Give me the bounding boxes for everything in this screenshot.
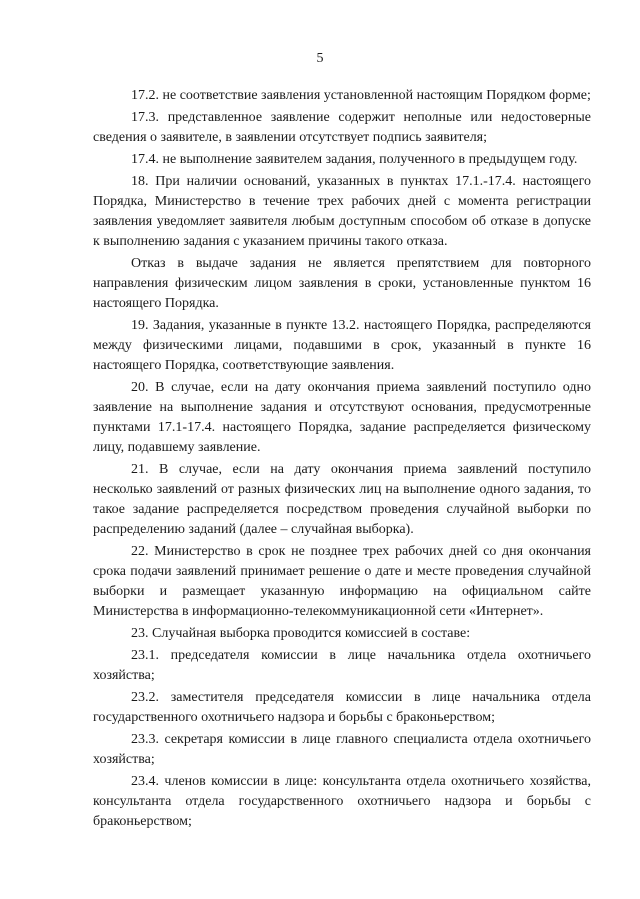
paragraph-17-2: 17.2. не соответствие заявления установленной настоящим Порядком форме; (131, 88, 591, 103)
paragraph-22: 22. Министерство в срок не позднее трех рабочих дней со дня окончания срока подачи заявлений принимает решение о дате и месте проведения случайной выборки и размещает указанную информацию на официальном сайте Министерства в информационно-телекоммуникационной сети «Интернет». (93, 544, 591, 619)
page-number: 5 (316, 51, 324, 66)
paragraph-17-3: 17.3. представленное заявление содержит неполные или недостоверные сведения о заявителе, в заявлении отсутствует подпись заявителя; (93, 110, 591, 145)
paragraph-23-1: 23.1. председателя комиссии в лице начальника отдела охотничьего хозяйства; (93, 648, 591, 683)
paragraph-23: 23. Случайная выборка проводится комиссией в составе: (131, 626, 471, 641)
paragraph-23-3: 23.3. секретаря комиссии в лице главного специалиста отдела охотничьего хозяйства; (93, 732, 591, 767)
document-body (93, 86, 591, 834)
paragraph-17-4: 17.4. не выполнение заявителем задания, полученного в предыдущем году. (131, 152, 578, 167)
paragraph-20: 20. В случае, если на дату окончания приема заявлений поступило одно заявление на выполнение задания и отсутствуют основания, предусмотренные пунктами 17.1-17.4. настоящего Порядка, задание распределяется физическому лицу, подавшему заявление. (93, 380, 591, 455)
paragraph-18: 18. При наличии оснований, указанных в пунктах 17.1.-17.4. настоящего Порядка, Министерство в течение трех рабочих дней с момента регистрации заявления уведомляет заявителя любым доступным способом об отказе в допуске к выполнению задания с указанием причины такого отказа. (93, 174, 591, 249)
paragraph-23-2: 23.2. заместителя председателя комиссии в лице начальника отдела государственного охотничьего надзора и борьбы с браконьерством; (93, 690, 591, 725)
paragraph-21: 21. В случае, если на дату окончания приема заявлений поступило несколько заявлений от разных физических лиц на выполнение одного задания, то такое задание распределяется посредством проведения случайной выборки по распределению заданий (далее – случайная выборка). (93, 462, 591, 537)
paragraph-19: 19. Задания, указанные в пункте 13.2. настоящего Порядка, распределяются между физическими лицами, подавшими в срок, указанный в пункте 16 настоящего Порядка, соответствующие заявления. (93, 318, 591, 373)
paragraph-18-refusal: Отказ в выдаче задания не является препятствием для повторного направления физическим лицом заявления в сроки, установленные пунктом 16 настоящего Порядка. (93, 256, 591, 311)
paragraph-23-4: 23.4. членов комиссии в лице: консультанта отдела охотничьего хозяйства, консультанта отдела государственного охотничьего надзора и борьбы с браконьерством; (93, 774, 591, 829)
